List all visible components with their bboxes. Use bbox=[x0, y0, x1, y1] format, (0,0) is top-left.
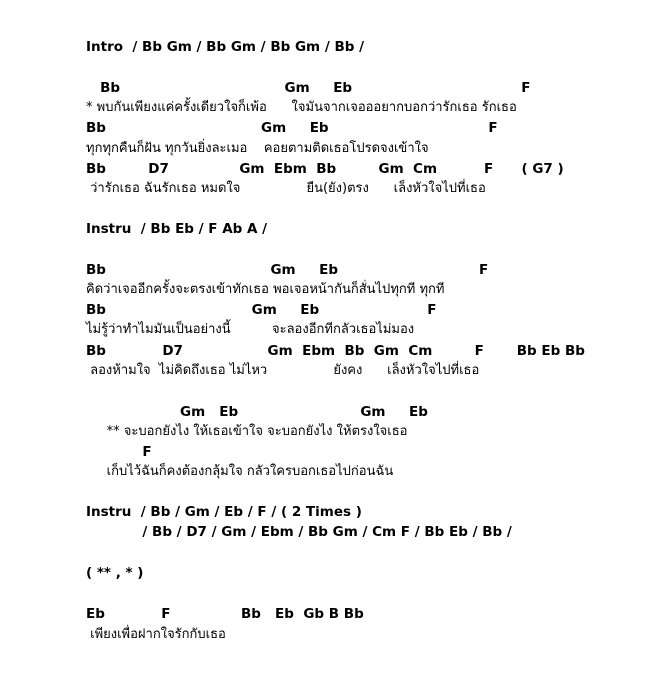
chord-line: F bbox=[86, 444, 152, 460]
chord-line: Bb D7 Gm Ebm Bb Gm Cm F ( G7 ) bbox=[86, 161, 564, 177]
chord-line: Bb Gm Eb F bbox=[86, 302, 437, 318]
lyric-line: * พบกันเพียงแค่ครั้งเดียวใจก็เพ้อ ใจมันจากเจอออยากบอกว่ารักเธอ รักเธอ bbox=[86, 100, 517, 115]
lyric-line: เพียงเพื่อฝากใจรักกับเธอ bbox=[86, 627, 226, 642]
chord-line: Bb Gm Eb F bbox=[86, 120, 498, 136]
lyric-line: ไม่รู้ว่าทำไมมันเป็นอย่างนี้ จะลองอีกทีกลัวเธอไม่มอง bbox=[86, 322, 415, 337]
intro-line: Intro / Bb Gm / Bb Gm / Bb Gm / Bb / bbox=[86, 39, 365, 55]
lyric-line: ทุกทุกคืนก็ฝัน ทุกวันยิ่งละเมอ คอยตามติดเธอโปรดจงเข้าใจ bbox=[86, 141, 429, 156]
chord-line: Bb D7 Gm Ebm Bb Gm Cm F Bb Eb Bb bbox=[86, 343, 585, 359]
lyric-line: ** จะบอกยังไง ให้เธอเข้าใจ จะบอกยังไง ให้ตรงใจเธอ bbox=[86, 424, 408, 439]
lyric-line: เก็บไว้ฉันก็คงต้องกลุ้มใจ กลัวใครบอกเธอไปก่อนฉัน bbox=[86, 464, 394, 479]
repeat-line: ( ** , * ) bbox=[86, 565, 144, 581]
chord-line: Bb Gm Eb F bbox=[86, 262, 489, 278]
instru-line: Instru / Bb Eb / F Ab A / bbox=[86, 221, 268, 237]
chord-line: Bb Gm Eb F bbox=[86, 80, 531, 96]
lyric-line: ลองห้ามใจ ไม่คิดถึงเธอ ไม่ไหว ยังคง เล็งหัวใจไปที่เธอ bbox=[86, 363, 480, 378]
chord-line: Eb F Bb Eb Gb B Bb bbox=[86, 606, 364, 622]
lyric-line: คิดว่าเจออีกครั้งจะตรงเข้าทักเธอ พอเจอหน้ากันก็สั่นไปทุกที ทุกที bbox=[86, 282, 445, 297]
lyric-line: ว่ารักเธอ ฉันรักเธอ หมดใจ ยืน(ยัง)ตรง เล็งหัวใจไปที่เธอ bbox=[86, 181, 486, 196]
instru-line: / Bb / D7 / Gm / Ebm / Bb Gm / Cm F / Bb Eb / Bb / bbox=[86, 524, 512, 540]
instru-line: Instru / Bb / Gm / Eb / F / ( 2 Times ) bbox=[86, 504, 362, 520]
chord-line: Gm Eb Gm Eb bbox=[86, 404, 428, 420]
